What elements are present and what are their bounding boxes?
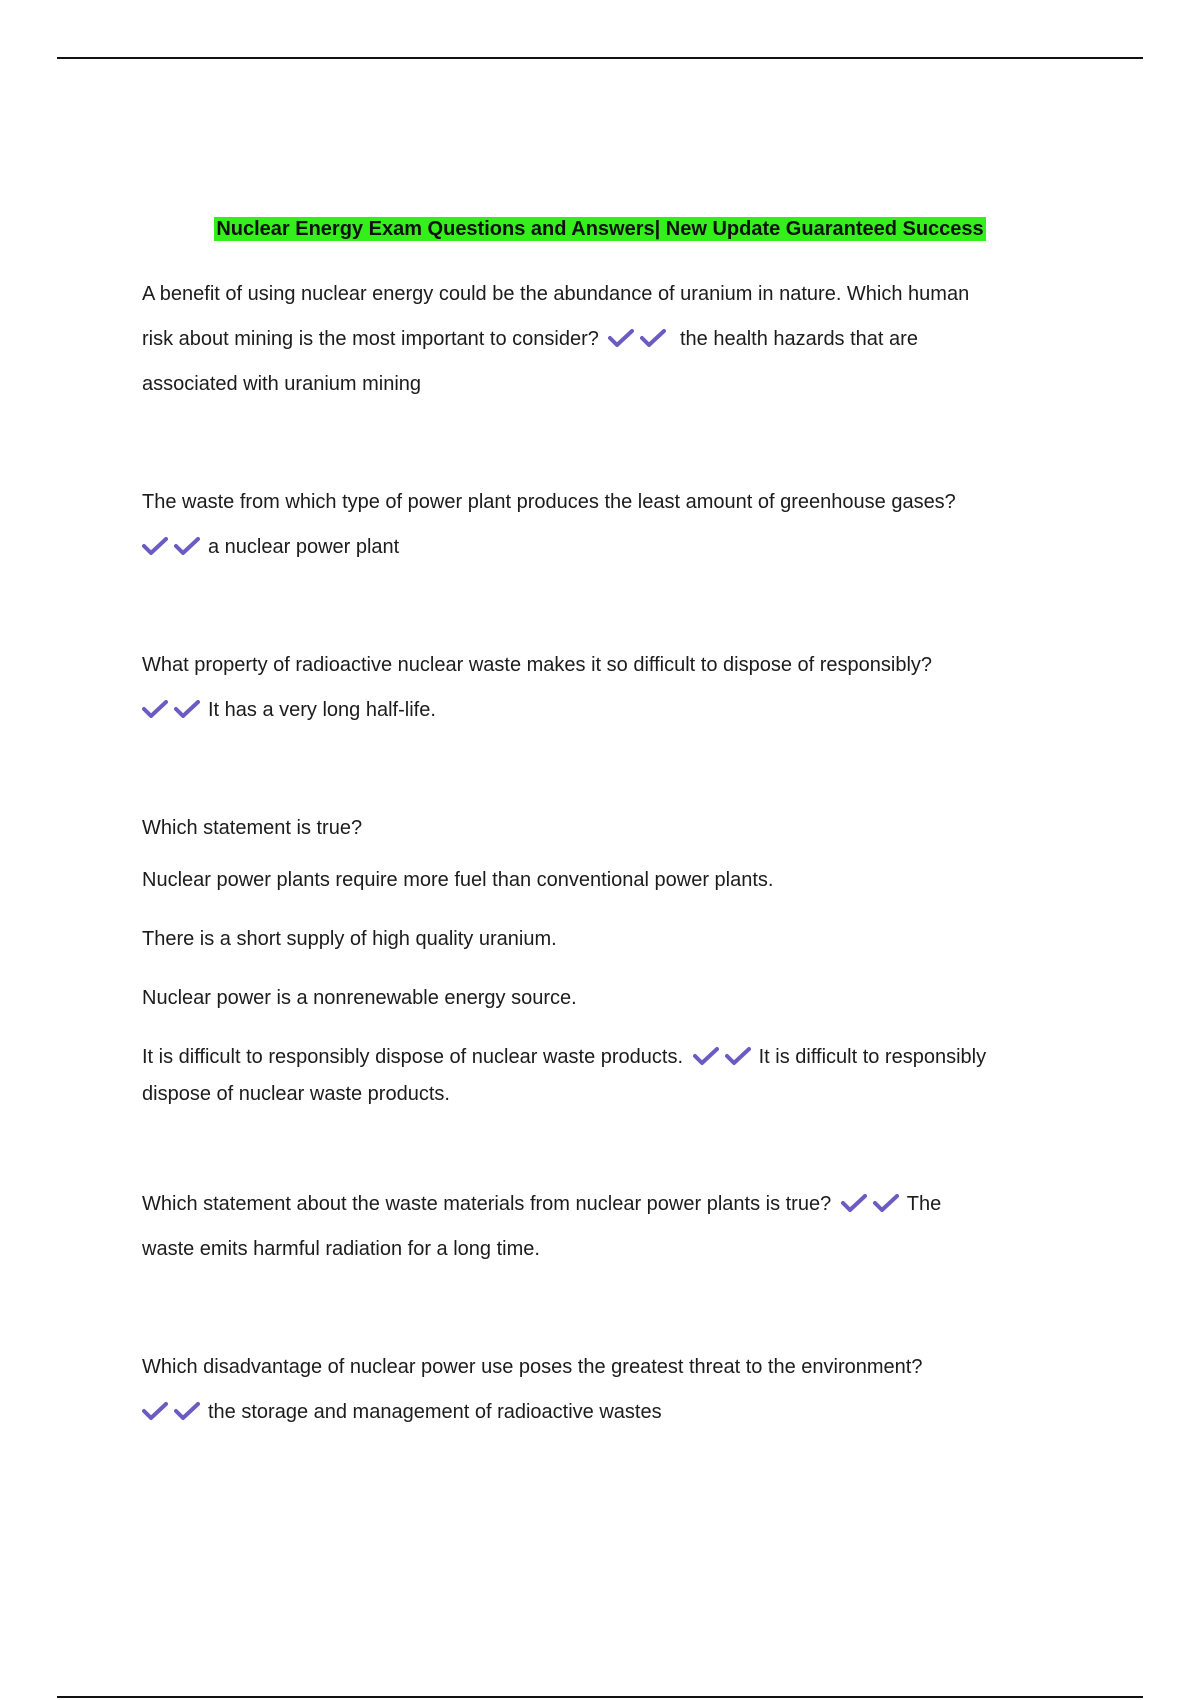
option-text: It is difficult to responsibly dispose of nuclear waste products. bbox=[142, 1046, 684, 1068]
question-answer-line bbox=[142, 1182, 1072, 1227]
checkmark-icon bbox=[608, 328, 634, 348]
answer-line bbox=[142, 1390, 1072, 1435]
page-title bbox=[0, 216, 1200, 242]
answer-text: the storage and management of radioactive wastes bbox=[208, 1401, 662, 1423]
answer-line bbox=[142, 688, 1072, 733]
qa-item bbox=[142, 1345, 1072, 1435]
option-text: There is a short supply of high quality uranium. bbox=[142, 928, 557, 950]
answer-text: It has a very long half-life. bbox=[208, 699, 436, 721]
checkmark-icon bbox=[693, 1046, 719, 1066]
answer-text: associated with uranium mining bbox=[142, 373, 422, 395]
answer-marker bbox=[142, 525, 206, 570]
checkmark-icon bbox=[841, 1193, 867, 1213]
answer-text: the health hazards that are bbox=[680, 328, 918, 350]
checkmark-icon bbox=[174, 699, 200, 719]
qa-item bbox=[142, 1182, 1072, 1272]
question-text: The waste from which type of power plant produces the least amount of greenhouse gases? bbox=[142, 491, 956, 513]
question-text: Which disadvantage of nuclear power use poses the greatest threat to the environment? bbox=[142, 1356, 923, 1378]
answer-marker bbox=[693, 1028, 757, 1087]
bottom-rule bbox=[57, 1696, 1143, 1698]
question-text: A benefit of using nuclear energy could be the abundance of uranium in nature. Which human bbox=[142, 283, 970, 305]
answer-text: waste emits harmful radiation for a long time. bbox=[142, 1238, 540, 1260]
answer-marker bbox=[841, 1182, 905, 1227]
checkmark-icon bbox=[873, 1193, 899, 1213]
question-text: Which statement is true? bbox=[142, 817, 363, 839]
document-body bbox=[142, 272, 1072, 1435]
checkmark-icon bbox=[142, 536, 168, 556]
option-text: Nuclear power is a nonrenewable energy source. bbox=[142, 987, 577, 1009]
question-text: risk about mining is the most important to consider? bbox=[142, 328, 599, 350]
checkmark-icon bbox=[640, 328, 666, 348]
option-text: Nuclear power plants require more fuel than conventional power plants. bbox=[142, 869, 774, 891]
question-text: What property of radioactive nuclear waste makes it so difficult to dispose of responsibly? bbox=[142, 654, 933, 676]
answer-line bbox=[142, 525, 1072, 570]
answer-marker bbox=[608, 317, 672, 362]
question-answer-line bbox=[142, 317, 1072, 362]
checkmark-icon bbox=[725, 1046, 751, 1066]
answer-marker bbox=[142, 1390, 206, 1435]
answer-text: It is difficult to responsibly bbox=[758, 1046, 987, 1068]
qa-item bbox=[142, 643, 1072, 733]
answer-marker bbox=[142, 688, 206, 733]
checkmark-icon bbox=[174, 536, 200, 556]
question-text: Which statement about the waste materials from nuclear power plants is true? bbox=[142, 1193, 832, 1215]
qa-item bbox=[142, 272, 1072, 407]
checkmark-icon bbox=[174, 1401, 200, 1421]
answer-text: The bbox=[906, 1193, 942, 1215]
title-highlight: Nuclear Energy Exam Questions and Answers| New Update Guaranteed Success bbox=[216, 218, 984, 240]
answer-text: dispose of nuclear waste products. bbox=[142, 1083, 450, 1105]
qa-item bbox=[142, 480, 1072, 570]
top-rule bbox=[57, 57, 1143, 59]
checkmark-icon bbox=[142, 1401, 168, 1421]
answer-text: a nuclear power plant bbox=[208, 536, 400, 558]
checkmark-icon bbox=[142, 699, 168, 719]
qa-item bbox=[142, 806, 1072, 1109]
